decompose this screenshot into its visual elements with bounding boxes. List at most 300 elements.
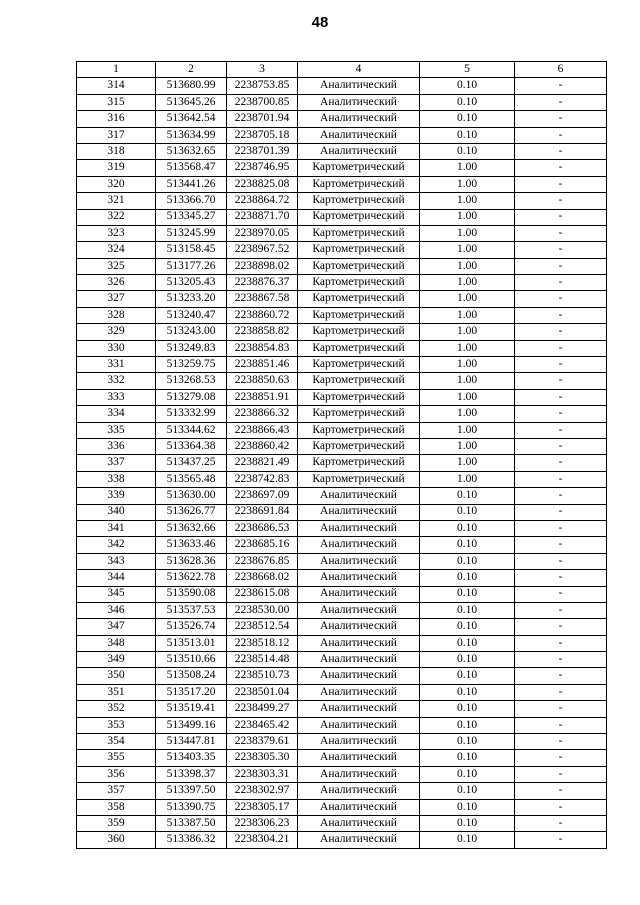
note-cell: -	[515, 684, 607, 700]
y-coordinate-cell: 2238854.83	[227, 340, 298, 356]
point-number-cell: 338	[77, 471, 156, 487]
note-cell: -	[515, 193, 607, 209]
table-body	[77, 78, 607, 848]
x-coordinate-cell: 513249.83	[156, 340, 227, 356]
accuracy-cell: 0.10	[420, 684, 515, 700]
y-coordinate-cell: 2238860.42	[227, 438, 298, 454]
x-coordinate-cell: 513441.26	[156, 176, 227, 192]
table-row	[77, 307, 607, 323]
y-coordinate-cell: 2238742.83	[227, 471, 298, 487]
accuracy-cell: 1.00	[420, 291, 515, 307]
table-row	[77, 406, 607, 422]
point-number-cell: 339	[77, 488, 156, 504]
x-coordinate-cell: 513622.78	[156, 570, 227, 586]
x-coordinate-cell: 513590.08	[156, 586, 227, 602]
point-number-cell: 343	[77, 553, 156, 569]
y-coordinate-cell: 2238864.72	[227, 193, 298, 209]
y-coordinate-cell: 2238700.85	[227, 94, 298, 110]
accuracy-cell: 1.00	[420, 193, 515, 209]
table-row	[77, 127, 607, 143]
table-row	[77, 160, 607, 176]
point-number-cell: 328	[77, 307, 156, 323]
note-cell: -	[515, 766, 607, 782]
table-row	[77, 783, 607, 799]
table-row	[77, 586, 607, 602]
y-coordinate-cell: 2238685.16	[227, 537, 298, 553]
accuracy-cell: 1.00	[420, 340, 515, 356]
x-coordinate-cell: 513205.43	[156, 275, 227, 291]
y-coordinate-cell: 2238970.05	[227, 225, 298, 241]
accuracy-cell: 0.10	[420, 111, 515, 127]
x-coordinate-cell: 513634.99	[156, 127, 227, 143]
point-number-cell: 329	[77, 324, 156, 340]
point-number-cell: 334	[77, 406, 156, 422]
method-cell: Картометрический	[298, 406, 420, 422]
method-cell: Картометрический	[298, 324, 420, 340]
point-number-cell: 326	[77, 275, 156, 291]
method-cell: Аналитический	[298, 766, 420, 782]
method-cell: Аналитический	[298, 602, 420, 618]
method-cell: Картометрический	[298, 275, 420, 291]
table-row	[77, 422, 607, 438]
accuracy-cell: 0.10	[420, 635, 515, 651]
accuracy-cell: 0.10	[420, 586, 515, 602]
accuracy-cell: 0.10	[420, 488, 515, 504]
table-row	[77, 78, 607, 94]
note-cell: -	[515, 258, 607, 274]
note-cell: -	[515, 127, 607, 143]
method-cell: Картометрический	[298, 389, 420, 405]
x-coordinate-cell: 513398.37	[156, 766, 227, 782]
method-cell: Аналитический	[298, 619, 420, 635]
note-cell: -	[515, 471, 607, 487]
y-coordinate-cell: 2238518.12	[227, 635, 298, 651]
note-cell: -	[515, 455, 607, 471]
x-coordinate-cell: 513510.66	[156, 652, 227, 668]
note-cell: -	[515, 225, 607, 241]
table-row	[77, 815, 607, 831]
table-row	[77, 225, 607, 241]
x-coordinate-cell: 513366.70	[156, 193, 227, 209]
point-number-cell: 325	[77, 258, 156, 274]
accuracy-cell: 0.10	[420, 799, 515, 815]
x-coordinate-cell: 513245.99	[156, 225, 227, 241]
point-number-cell: 350	[77, 668, 156, 684]
accuracy-cell: 1.00	[420, 373, 515, 389]
point-number-cell: 319	[77, 160, 156, 176]
x-coordinate-cell: 513279.08	[156, 389, 227, 405]
x-coordinate-cell: 513517.20	[156, 684, 227, 700]
x-coordinate-cell: 513626.77	[156, 504, 227, 520]
method-cell: Аналитический	[298, 799, 420, 815]
point-number-cell: 358	[77, 799, 156, 815]
note-cell: -	[515, 783, 607, 799]
note-cell: -	[515, 389, 607, 405]
point-number-cell: 355	[77, 750, 156, 766]
table-row	[77, 193, 607, 209]
accuracy-cell: 1.00	[420, 176, 515, 192]
method-cell: Аналитический	[298, 488, 420, 504]
note-cell: -	[515, 553, 607, 569]
table-row	[77, 570, 607, 586]
method-cell: Аналитический	[298, 520, 420, 536]
table-row	[77, 684, 607, 700]
x-coordinate-cell: 513499.16	[156, 717, 227, 733]
y-coordinate-cell: 2238691.84	[227, 504, 298, 520]
accuracy-cell: 1.00	[420, 406, 515, 422]
x-coordinate-cell: 513568.47	[156, 160, 227, 176]
x-coordinate-cell: 513344.62	[156, 422, 227, 438]
y-coordinate-cell: 2238705.18	[227, 127, 298, 143]
y-coordinate-cell: 2238850.63	[227, 373, 298, 389]
x-coordinate-cell: 513537.53	[156, 602, 227, 618]
x-coordinate-cell: 513345.27	[156, 209, 227, 225]
x-coordinate-cell: 513390.75	[156, 799, 227, 815]
x-coordinate-cell: 513447.81	[156, 734, 227, 750]
y-coordinate-cell: 2238851.91	[227, 389, 298, 405]
note-cell: -	[515, 209, 607, 225]
note-cell: -	[515, 504, 607, 520]
point-number-cell: 341	[77, 520, 156, 536]
method-cell: Аналитический	[298, 504, 420, 520]
method-cell: Аналитический	[298, 586, 420, 602]
accuracy-cell: 1.00	[420, 324, 515, 340]
table-row	[77, 504, 607, 520]
x-coordinate-cell: 513508.24	[156, 668, 227, 684]
point-number-cell: 353	[77, 717, 156, 733]
column-header-1: 1	[77, 62, 156, 78]
y-coordinate-cell: 2238306.23	[227, 815, 298, 831]
x-coordinate-cell: 513332.99	[156, 406, 227, 422]
y-coordinate-cell: 2238858.82	[227, 324, 298, 340]
note-cell: -	[515, 586, 607, 602]
x-coordinate-cell: 513630.00	[156, 488, 227, 504]
note-cell: -	[515, 750, 607, 766]
method-cell: Картометрический	[298, 176, 420, 192]
note-cell: -	[515, 520, 607, 536]
point-number-cell: 317	[77, 127, 156, 143]
method-cell: Картометрический	[298, 422, 420, 438]
table-row	[77, 258, 607, 274]
table-row	[77, 438, 607, 454]
x-coordinate-cell: 513268.53	[156, 373, 227, 389]
note-cell: -	[515, 422, 607, 438]
table-row	[77, 373, 607, 389]
point-number-cell: 346	[77, 602, 156, 618]
table-row	[77, 602, 607, 618]
x-coordinate-cell: 513513.01	[156, 635, 227, 651]
table-row	[77, 357, 607, 373]
point-number-cell: 322	[77, 209, 156, 225]
method-cell: Аналитический	[298, 717, 420, 733]
y-coordinate-cell: 2238821.49	[227, 455, 298, 471]
accuracy-cell: 1.00	[420, 455, 515, 471]
table-row	[77, 471, 607, 487]
accuracy-cell: 1.00	[420, 422, 515, 438]
accuracy-cell: 0.10	[420, 734, 515, 750]
x-coordinate-cell: 513403.35	[156, 750, 227, 766]
column-header-2: 2	[156, 62, 227, 78]
method-cell: Картометрический	[298, 357, 420, 373]
method-cell: Аналитический	[298, 815, 420, 831]
method-cell: Картометрический	[298, 438, 420, 454]
point-number-cell: 344	[77, 570, 156, 586]
table-row	[77, 668, 607, 684]
point-number-cell: 348	[77, 635, 156, 651]
x-coordinate-cell: 513642.54	[156, 111, 227, 127]
method-cell: Картометрический	[298, 225, 420, 241]
point-number-cell: 332	[77, 373, 156, 389]
y-coordinate-cell: 2238304.21	[227, 832, 298, 848]
point-number-cell: 345	[77, 586, 156, 602]
table-row	[77, 750, 607, 766]
y-coordinate-cell: 2238967.52	[227, 242, 298, 258]
method-cell: Аналитический	[298, 94, 420, 110]
note-cell: -	[515, 799, 607, 815]
accuracy-cell: 1.00	[420, 275, 515, 291]
point-number-cell: 352	[77, 701, 156, 717]
note-cell: -	[515, 357, 607, 373]
accuracy-cell: 0.10	[420, 94, 515, 110]
point-number-cell: 327	[77, 291, 156, 307]
method-cell: Аналитический	[298, 734, 420, 750]
x-coordinate-cell: 513397.50	[156, 783, 227, 799]
x-coordinate-cell: 513519.41	[156, 701, 227, 717]
method-cell: Аналитический	[298, 750, 420, 766]
accuracy-cell: 0.10	[420, 602, 515, 618]
y-coordinate-cell: 2238514.48	[227, 652, 298, 668]
accuracy-cell: 1.00	[420, 242, 515, 258]
method-cell: Аналитический	[298, 832, 420, 848]
header-row	[77, 62, 607, 78]
y-coordinate-cell: 2238615.08	[227, 586, 298, 602]
x-coordinate-cell: 513158.45	[156, 242, 227, 258]
note-cell: -	[515, 734, 607, 750]
table-row	[77, 553, 607, 569]
x-coordinate-cell: 513240.47	[156, 307, 227, 323]
accuracy-cell: 1.00	[420, 160, 515, 176]
point-number-cell: 342	[77, 537, 156, 553]
table-row	[77, 537, 607, 553]
note-cell: -	[515, 406, 607, 422]
table-row	[77, 291, 607, 307]
y-coordinate-cell: 2238825.08	[227, 176, 298, 192]
accuracy-cell: 0.10	[420, 815, 515, 831]
y-coordinate-cell: 2238530.00	[227, 602, 298, 618]
method-cell: Аналитический	[298, 127, 420, 143]
note-cell: -	[515, 701, 607, 717]
accuracy-cell: 1.00	[420, 438, 515, 454]
method-cell: Аналитический	[298, 537, 420, 553]
accuracy-cell: 0.10	[420, 717, 515, 733]
point-number-cell: 335	[77, 422, 156, 438]
table-row	[77, 701, 607, 717]
point-number-cell: 359	[77, 815, 156, 831]
column-header-4: 4	[298, 62, 420, 78]
x-coordinate-cell: 513386.32	[156, 832, 227, 848]
method-cell: Картометрический	[298, 258, 420, 274]
note-cell: -	[515, 488, 607, 504]
accuracy-cell: 0.10	[420, 619, 515, 635]
method-cell: Аналитический	[298, 553, 420, 569]
accuracy-cell: 1.00	[420, 389, 515, 405]
y-coordinate-cell: 2238499.27	[227, 701, 298, 717]
x-coordinate-cell: 513259.75	[156, 357, 227, 373]
point-number-cell: 330	[77, 340, 156, 356]
table-row	[77, 734, 607, 750]
column-header-3: 3	[227, 62, 298, 78]
accuracy-cell: 1.00	[420, 258, 515, 274]
note-cell: -	[515, 307, 607, 323]
y-coordinate-cell: 2238510.73	[227, 668, 298, 684]
y-coordinate-cell: 2238867.58	[227, 291, 298, 307]
point-number-cell: 333	[77, 389, 156, 405]
method-cell: Аналитический	[298, 701, 420, 717]
accuracy-cell: 0.10	[420, 553, 515, 569]
table-row	[77, 766, 607, 782]
point-number-cell: 349	[77, 652, 156, 668]
y-coordinate-cell: 2238701.94	[227, 111, 298, 127]
note-cell: -	[515, 324, 607, 340]
y-coordinate-cell: 2238851.46	[227, 357, 298, 373]
point-number-cell: 337	[77, 455, 156, 471]
accuracy-cell: 0.10	[420, 520, 515, 536]
table-row	[77, 799, 607, 815]
accuracy-cell: 1.00	[420, 471, 515, 487]
y-coordinate-cell: 2238866.32	[227, 406, 298, 422]
point-number-cell: 314	[77, 78, 156, 94]
method-cell: Картометрический	[298, 340, 420, 356]
method-cell: Аналитический	[298, 143, 420, 159]
note-cell: -	[515, 242, 607, 258]
point-number-cell: 336	[77, 438, 156, 454]
method-cell: Картометрический	[298, 242, 420, 258]
table-row	[77, 520, 607, 536]
note-cell: -	[515, 291, 607, 307]
note-cell: -	[515, 373, 607, 389]
column-header-6: 6	[515, 62, 607, 78]
method-cell: Аналитический	[298, 570, 420, 586]
accuracy-cell: 0.10	[420, 78, 515, 94]
table-row	[77, 635, 607, 651]
table-row	[77, 275, 607, 291]
table-row	[77, 717, 607, 733]
accuracy-cell: 1.00	[420, 357, 515, 373]
note-cell: -	[515, 635, 607, 651]
method-cell: Картометрический	[298, 291, 420, 307]
x-coordinate-cell: 513628.36	[156, 553, 227, 569]
note-cell: -	[515, 832, 607, 848]
x-coordinate-cell: 513364.38	[156, 438, 227, 454]
method-cell: Картометрический	[298, 373, 420, 389]
table-row	[77, 94, 607, 110]
note-cell: -	[515, 619, 607, 635]
y-coordinate-cell: 2238746.95	[227, 160, 298, 176]
method-cell: Картометрический	[298, 471, 420, 487]
method-cell: Аналитический	[298, 652, 420, 668]
table-header	[77, 62, 607, 78]
note-cell: -	[515, 815, 607, 831]
method-cell: Картометрический	[298, 307, 420, 323]
note-cell: -	[515, 78, 607, 94]
accuracy-cell: 0.10	[420, 652, 515, 668]
table-row	[77, 455, 607, 471]
x-coordinate-cell: 513632.65	[156, 143, 227, 159]
y-coordinate-cell: 2238465.42	[227, 717, 298, 733]
note-cell: -	[515, 275, 607, 291]
x-coordinate-cell: 513680.99	[156, 78, 227, 94]
accuracy-cell: 0.10	[420, 127, 515, 143]
x-coordinate-cell: 513565.48	[156, 471, 227, 487]
y-coordinate-cell: 2238860.72	[227, 307, 298, 323]
x-coordinate-cell: 513526.74	[156, 619, 227, 635]
method-cell: Аналитический	[298, 111, 420, 127]
x-coordinate-cell: 513633.46	[156, 537, 227, 553]
y-coordinate-cell: 2238898.02	[227, 258, 298, 274]
point-number-cell: 354	[77, 734, 156, 750]
accuracy-cell: 0.10	[420, 750, 515, 766]
table-row	[77, 111, 607, 127]
y-coordinate-cell: 2238305.17	[227, 799, 298, 815]
y-coordinate-cell: 2238876.37	[227, 275, 298, 291]
y-coordinate-cell: 2238305.30	[227, 750, 298, 766]
table-row	[77, 619, 607, 635]
point-number-cell: 357	[77, 783, 156, 799]
y-coordinate-cell: 2238668.02	[227, 570, 298, 586]
accuracy-cell: 0.10	[420, 668, 515, 684]
table-row	[77, 143, 607, 159]
x-coordinate-cell: 513645.26	[156, 94, 227, 110]
table-row	[77, 324, 607, 340]
x-coordinate-cell: 513437.25	[156, 455, 227, 471]
point-number-cell: 331	[77, 357, 156, 373]
table-row	[77, 209, 607, 225]
accuracy-cell: 0.10	[420, 570, 515, 586]
point-number-cell: 356	[77, 766, 156, 782]
note-cell: -	[515, 160, 607, 176]
accuracy-cell: 0.10	[420, 701, 515, 717]
method-cell: Аналитический	[298, 783, 420, 799]
y-coordinate-cell: 2238686.53	[227, 520, 298, 536]
table-row	[77, 340, 607, 356]
y-coordinate-cell: 2238697.09	[227, 488, 298, 504]
point-number-cell: 316	[77, 111, 156, 127]
method-cell: Аналитический	[298, 78, 420, 94]
note-cell: -	[515, 438, 607, 454]
x-coordinate-cell: 513387.50	[156, 815, 227, 831]
y-coordinate-cell: 2238379.61	[227, 734, 298, 750]
y-coordinate-cell: 2238866.43	[227, 422, 298, 438]
point-number-cell: 323	[77, 225, 156, 241]
note-cell: -	[515, 111, 607, 127]
point-number-cell: 340	[77, 504, 156, 520]
method-cell: Аналитический	[298, 684, 420, 700]
method-cell: Картометрический	[298, 209, 420, 225]
x-coordinate-cell: 513177.26	[156, 258, 227, 274]
accuracy-cell: 0.10	[420, 832, 515, 848]
table-row	[77, 176, 607, 192]
point-number-cell: 315	[77, 94, 156, 110]
accuracy-cell: 1.00	[420, 307, 515, 323]
table-row	[77, 488, 607, 504]
method-cell: Картометрический	[298, 160, 420, 176]
accuracy-cell: 0.10	[420, 783, 515, 799]
x-coordinate-cell: 513632.66	[156, 520, 227, 536]
y-coordinate-cell: 2238302.97	[227, 783, 298, 799]
note-cell: -	[515, 668, 607, 684]
note-cell: -	[515, 717, 607, 733]
y-coordinate-cell: 2238501.04	[227, 684, 298, 700]
